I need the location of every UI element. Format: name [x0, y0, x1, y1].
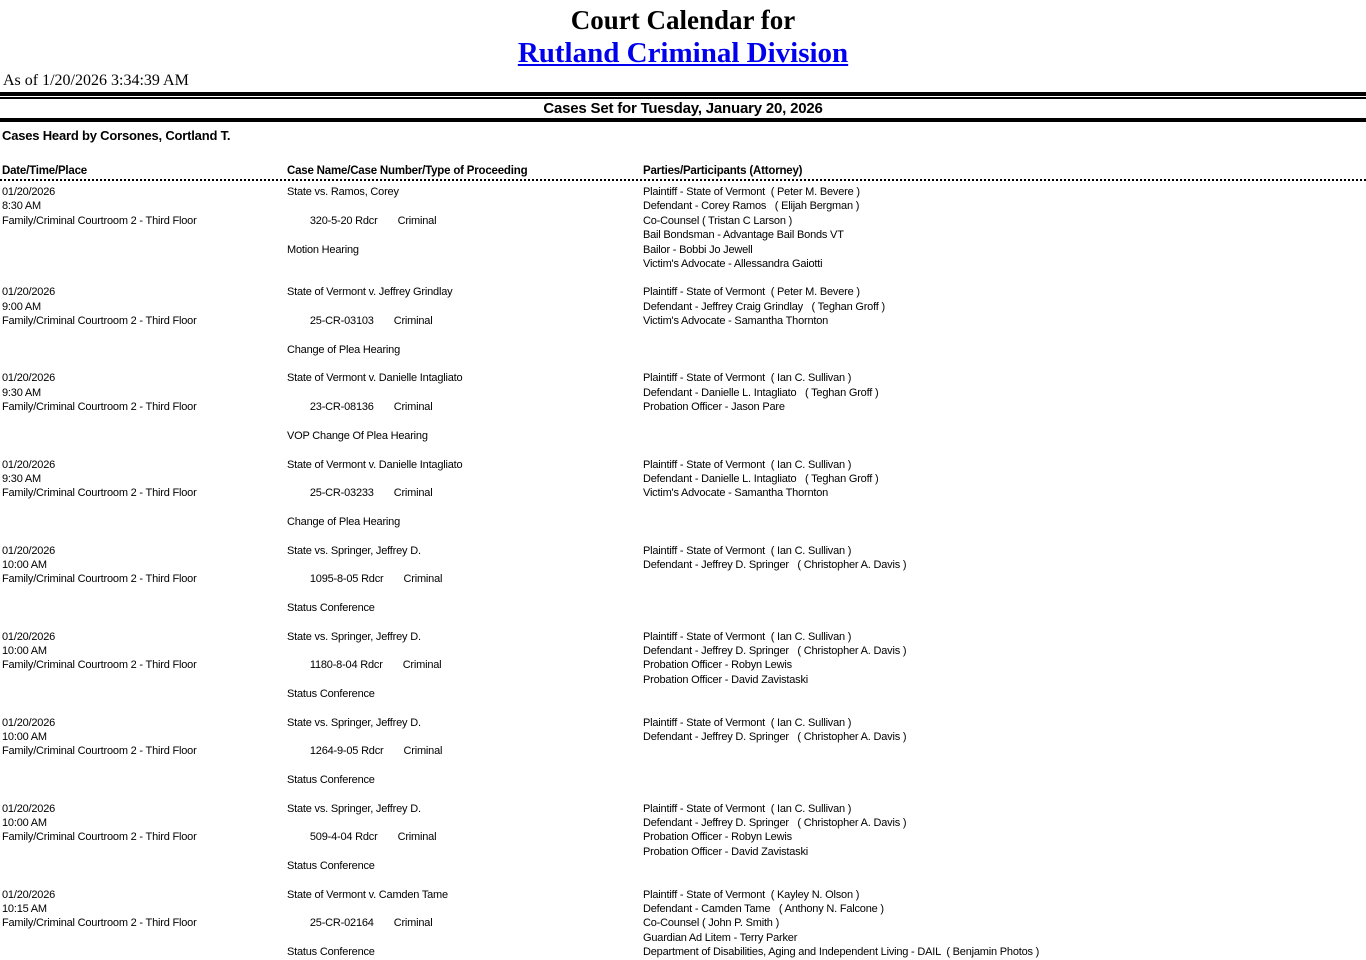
case-place: Family/Criminal Courtroom 2 - Third Floor: [2, 745, 197, 758]
date-time-place-cell: [2, 371, 287, 443]
column-header-case-name: Case Name/Case Number/Type of Proceeding: [287, 165, 528, 177]
parties-cell: [643, 185, 1366, 271]
table-row: [0, 371, 1366, 443]
date-time-place-cell: [2, 716, 287, 788]
case-place: Family/Criminal Courtroom 2 - Third Floor: [2, 487, 197, 500]
party-line: Probation Officer - David Zavistaski: [643, 673, 808, 686]
party-line: Defendant - Jeffrey D. Springer ( Christopher A. Davis ): [643, 558, 907, 571]
party-line: Plaintiff - State of Vermont ( Ian C. Sullivan ): [643, 716, 852, 729]
division-link-wrap: [0, 38, 1366, 69]
parties-cell: [643, 371, 1366, 443]
party-line: Victim's Advocate - Samantha Thornton: [643, 487, 829, 500]
case-place: Family/Criminal Courtroom 2 - Third Floor: [2, 401, 197, 414]
case-type-label: Criminal: [393, 917, 433, 930]
case-time: 9:30 AM: [2, 472, 41, 485]
case-time: 9:30 AM: [2, 386, 41, 399]
parties-cell: [643, 802, 1366, 874]
case-date: 01/20/2026: [2, 458, 56, 471]
case-type-label: Criminal: [393, 401, 433, 414]
parties-cell: [643, 888, 1366, 960]
table-row: [0, 458, 1366, 530]
case-info-cell: [287, 888, 643, 960]
table-row: [0, 802, 1366, 874]
column-header-parties: Parties/Participants (Attorney): [643, 165, 803, 177]
division-link[interactable]: Rutland Criminal Division: [517, 37, 849, 69]
table-row: [0, 544, 1366, 616]
party-line: Defendant - Jeffrey Craig Grindlay ( Teghan Groff ): [643, 300, 885, 313]
proceeding-type: Status Conference: [287, 688, 375, 701]
case-info-cell: [287, 544, 643, 616]
parties-cell: [643, 716, 1366, 788]
case-type-label: Criminal: [403, 573, 443, 586]
divider-bar-bottom: [0, 118, 1366, 122]
case-place: Family/Criminal Courtroom 2 - Third Floor: [2, 214, 197, 227]
case-name: State vs. Springer, Jeffrey D.: [287, 716, 421, 729]
date-time-place-cell: [2, 285, 287, 357]
case-type-label: Criminal: [403, 745, 443, 758]
party-line: Probation Officer - David Zavistaski: [643, 845, 808, 858]
case-place: Family/Criminal Courtroom 2 - Third Floor: [2, 831, 197, 844]
case-type-label: Criminal: [397, 214, 437, 227]
case-name: State vs. Springer, Jeffrey D.: [287, 544, 421, 557]
case-name: State of Vermont v. Camden Tame: [287, 888, 448, 901]
proceeding-type: Status Conference: [287, 946, 375, 959]
case-type-label: Criminal: [397, 831, 437, 844]
case-time: 10:00 AM: [2, 558, 47, 571]
cases-set-banner: Cases Set for Tuesday, January 20, 2026: [543, 100, 823, 117]
proceeding-type: Motion Hearing: [287, 243, 359, 256]
case-rows: [0, 185, 1366, 960]
party-line: Plaintiff - State of Vermont ( Ian C. Sullivan ): [643, 372, 852, 385]
case-number: 25-CR-03103: [309, 315, 374, 328]
party-line: Plaintiff - State of Vermont ( Kayley N. Olson ): [643, 888, 860, 901]
case-info-cell: [287, 630, 643, 702]
case-number: 1180-8-04 Rdcr: [309, 659, 383, 672]
page-title: Court Calendar for: [570, 5, 796, 35]
case-info-cell: [287, 716, 643, 788]
party-line: Plaintiff - State of Vermont ( Peter M. Bevere ): [643, 186, 860, 198]
case-number-line: [287, 902, 643, 945]
court-calendar-page: [0, 5, 1366, 959]
case-date: 01/20/2026: [2, 802, 56, 815]
case-number: 1264-9-05 Rdcr: [309, 745, 384, 758]
case-number: 23-CR-08136: [309, 401, 374, 414]
as-of-timestamp: As of 1/20/2026 3:34:39 AM: [3, 72, 189, 89]
case-name: State of Vermont v. Danielle Intagliato: [287, 372, 463, 385]
case-number-line: [287, 816, 643, 859]
case-number-line: [287, 644, 643, 687]
party-line: Guardian Ad Litem - Terry Parker: [643, 931, 798, 944]
case-name: State vs. Springer, Jeffrey D.: [287, 802, 421, 815]
proceeding-type: Change of Plea Hearing: [287, 516, 401, 529]
divider-bar-thick: [0, 92, 1366, 96]
case-name: State of Vermont v. Danielle Intagliato: [287, 458, 463, 471]
party-line: Plaintiff - State of Vermont ( Ian C. Sullivan ): [643, 544, 852, 557]
parties-cell: [643, 630, 1366, 702]
proceeding-type: Change of Plea Hearing: [287, 344, 401, 357]
party-line: Probation Officer - Robyn Lewis: [643, 831, 792, 844]
case-time: 10:15 AM: [2, 903, 47, 916]
party-line: Defendant - Corey Ramos ( Elijah Bergman ): [643, 200, 860, 213]
parties-cell: [643, 544, 1366, 616]
party-line: Defendant - Jeffrey D. Springer ( Christopher A. Davis ): [643, 644, 907, 657]
party-line: Plaintiff - State of Vermont ( Peter M. Bevere ): [643, 286, 860, 299]
case-info-cell: [287, 285, 643, 357]
table-row: [0, 888, 1366, 960]
date-time-place-cell: [2, 888, 287, 960]
case-info-cell: [287, 185, 643, 271]
party-line: Defendant - Danielle L. Intagliato ( Teghan Groff ): [643, 386, 879, 399]
case-place: Family/Criminal Courtroom 2 - Third Floor: [2, 573, 197, 586]
table-row: [0, 716, 1366, 788]
party-line: Plaintiff - State of Vermont ( Ian C. Sullivan ): [643, 458, 852, 471]
case-info-cell: [287, 371, 643, 443]
case-name: State of Vermont v. Jeffrey Grindlay: [287, 286, 453, 299]
table-row: [0, 285, 1366, 357]
party-line: Co-Counsel ( Tristan C Larson ): [643, 214, 793, 227]
date-time-place-cell: [2, 802, 287, 874]
party-line: Defendant - Jeffrey D. Springer ( Christopher A. Davis ): [643, 817, 907, 830]
case-number: 25-CR-03233: [309, 487, 374, 500]
case-type-label: Criminal: [402, 659, 442, 672]
case-time: 9:00 AM: [2, 300, 41, 313]
case-place: Family/Criminal Courtroom 2 - Third Floor: [2, 917, 197, 930]
party-line: Department of Disabilities, Aging and Independent Living - DAIL ( Benjamin Photos ): [643, 946, 1040, 959]
case-name: State vs. Springer, Jeffrey D.: [287, 630, 421, 643]
proceeding-type: Status Conference: [287, 602, 375, 615]
case-date: 01/20/2026: [2, 372, 56, 385]
party-line: Victim's Advocate - Allessandra Gaiotti: [643, 258, 823, 271]
party-line: Defendant - Camden Tame ( Anthony N. Falcone ): [643, 903, 884, 916]
case-type-label: Criminal: [393, 487, 433, 500]
case-number-line: [287, 730, 643, 773]
date-time-place-cell: [2, 630, 287, 702]
case-info-cell: [287, 458, 643, 530]
case-time: 10:00 AM: [2, 731, 47, 743]
case-date: 01/20/2026: [2, 186, 56, 198]
case-time: 8:30 AM: [2, 200, 41, 213]
party-line: Defendant - Danielle L. Intagliato ( Teghan Groff ): [643, 472, 879, 485]
party-line: Bail Bondsman - Advantage Bail Bonds VT: [643, 229, 844, 242]
case-name: State vs. Ramos, Corey: [287, 186, 399, 198]
party-line: Co-Counsel ( John P. Smith ): [643, 917, 780, 930]
case-number-line: [287, 558, 643, 601]
case-number-line: [287, 386, 643, 429]
case-date: 01/20/2026: [2, 630, 56, 643]
case-info-cell: [287, 802, 643, 874]
proceeding-type: Status Conference: [287, 774, 375, 787]
proceeding-type: Status Conference: [287, 860, 375, 873]
case-time: 10:00 AM: [2, 644, 47, 657]
parties-cell: [643, 458, 1366, 530]
case-date: 01/20/2026: [2, 888, 56, 901]
cases-heard-by: Cases Heard by Corsones, Cortland T.: [2, 128, 231, 143]
case-number: 1095-8-05 Rdcr: [309, 573, 384, 586]
table-row: [0, 185, 1366, 271]
table-row: [0, 630, 1366, 702]
party-line: Plaintiff - State of Vermont ( Ian C. Sullivan ): [643, 802, 852, 815]
case-place: Family/Criminal Courtroom 2 - Third Floor: [2, 659, 197, 672]
party-line: Bailor - Bobbi Jo Jewell: [643, 243, 753, 256]
party-line: Plaintiff - State of Vermont ( Ian C. Sullivan ): [643, 630, 852, 643]
case-number-line: [287, 199, 643, 242]
party-line: Defendant - Jeffrey D. Springer ( Christopher A. Davis ): [643, 731, 907, 743]
case-number: 320-5-20 Rdcr: [309, 214, 378, 227]
table-header-row: [0, 165, 1366, 181]
column-header-date-time-place: Date/Time/Place: [2, 165, 88, 177]
case-number: 509-4-04 Rdcr: [309, 831, 378, 844]
date-time-place-cell: [2, 185, 287, 271]
case-number: 25-CR-02164: [309, 917, 374, 930]
case-place: Family/Criminal Courtroom 2 - Third Floor: [2, 315, 197, 328]
party-line: Probation Officer - Robyn Lewis: [643, 659, 792, 672]
party-line: Victim's Advocate - Samantha Thornton: [643, 315, 829, 328]
date-time-place-cell: [2, 544, 287, 616]
proceeding-type: VOP Change Of Plea Hearing: [287, 430, 428, 443]
case-date: 01/20/2026: [2, 716, 56, 729]
case-number-line: [287, 472, 643, 515]
parties-cell: [643, 285, 1366, 357]
case-type-label: Criminal: [393, 315, 433, 328]
case-number-line: [287, 300, 643, 343]
case-date: 01/20/2026: [2, 286, 56, 299]
case-date: 01/20/2026: [2, 544, 56, 557]
date-time-place-cell: [2, 458, 287, 530]
party-line: Probation Officer - Jason Pare: [643, 401, 785, 414]
case-time: 10:00 AM: [2, 817, 47, 830]
